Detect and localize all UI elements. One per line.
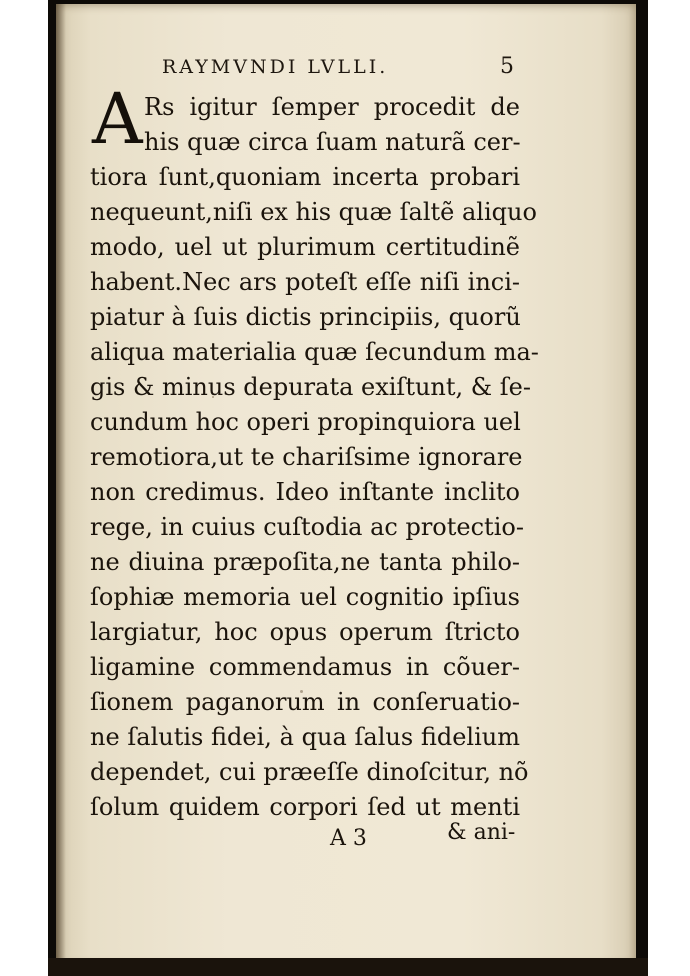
running-head: RAYMVNDI LVLLI. xyxy=(162,56,389,78)
text-line: largiatur, hoc opus operum ſtricto xyxy=(90,618,520,646)
text-line: cundum hoc operi propinquiora uel xyxy=(90,408,521,436)
page-foot-edge xyxy=(48,958,648,976)
text-line: ſophiæ memoria uel cognitio ipſius xyxy=(90,583,520,611)
spine-shadow xyxy=(56,4,66,966)
text-line: non credimus. Ideo inſtante inclito xyxy=(90,478,520,506)
text-line: ligamine commendamus in cõuer- xyxy=(90,653,520,681)
text-line: ne ſalutis fidei, à qua ſalus fidelium xyxy=(90,723,520,751)
text-line: aliqua materialia quæ ſecundum ma- xyxy=(90,338,539,366)
text-line: nequeunt,niſi ex his quæ ſaltẽ aliquo xyxy=(90,198,537,226)
text-line: gis & minus depurata exiſtunt, & ſe- xyxy=(90,373,531,401)
signature-mark: A 3 xyxy=(330,826,367,851)
text-line: his quæ circa ſuam naturã cer- xyxy=(144,128,521,156)
text-line: piatur à ſuis dictis principiis, quorũ xyxy=(90,303,521,331)
text-line: ſolum quidem corpori ſed ut menti xyxy=(90,793,520,821)
text-line: tiora ſunt,quoniam incerta probari xyxy=(90,163,520,191)
drop-cap-initial: A xyxy=(92,78,143,160)
text-line: ne diuina præpoſita,ne tanta philo- xyxy=(90,548,520,576)
body-text xyxy=(90,90,539,825)
text-line: Rs igitur ſemper procedit de xyxy=(144,93,520,121)
text-line: modo, uel ut plurimum certitudinẽ xyxy=(90,233,520,261)
text-line: dependet, cui præeſſe dinoſcitur, nõ xyxy=(90,758,529,786)
page-number: 5 xyxy=(500,54,514,79)
text-line: habent.Nec ars poteſt eſſe niſi inci- xyxy=(90,268,520,296)
text-line: ſionem paganorum in conſeruatio- xyxy=(90,688,520,716)
catchword: & ani- xyxy=(447,820,516,845)
text-line: remotiora,ut te chariſsime ignorare xyxy=(90,443,523,471)
text-line: rege, in cuius cuſtodia ac protectio- xyxy=(90,513,524,541)
